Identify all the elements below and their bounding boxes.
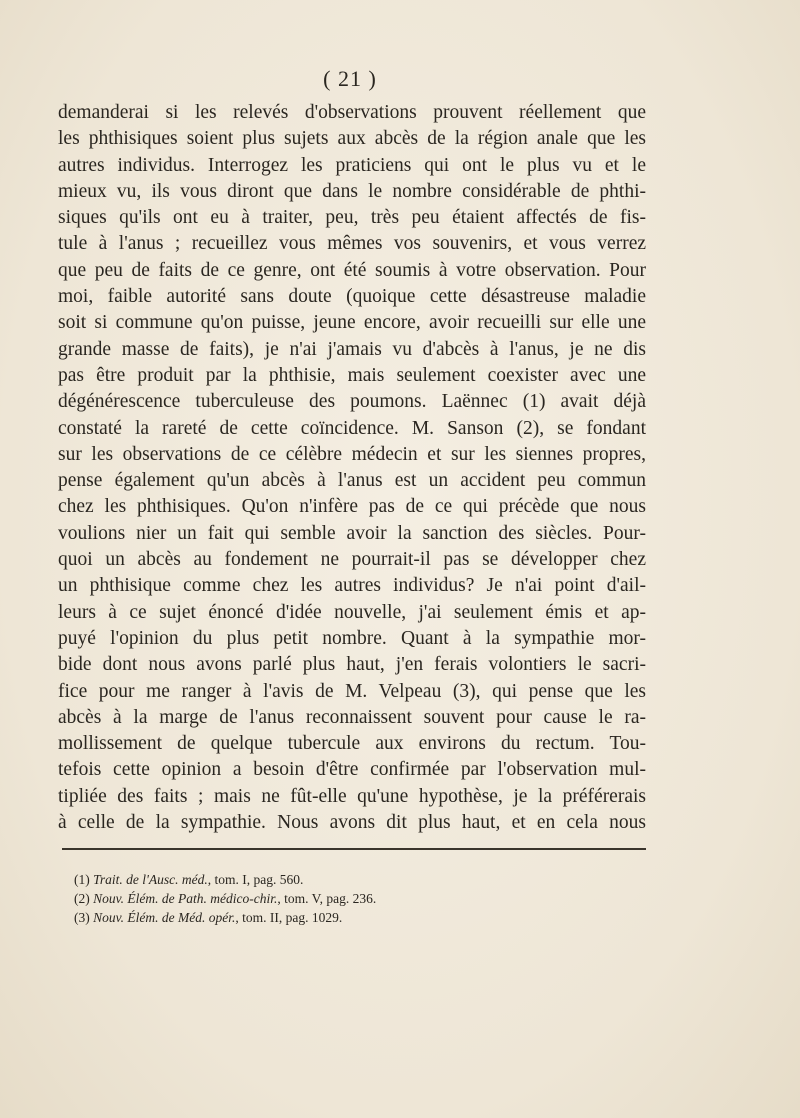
text-line: chez les phthisiques. Qu'on n'infère pas de ce qui précède que nous	[58, 496, 646, 518]
text-line: puyé l'opinion du plus petit nombre. Quant à la sympathie mor-	[58, 627, 646, 649]
text-line: les phthisiques soient plus sujets aux abcès de la région anale que les	[58, 128, 646, 150]
footnote-number: (1)	[74, 872, 90, 887]
text-line: soit si commune qu'on puisse, jeune encore, avoir recueilli sur elle une	[58, 312, 646, 334]
text-line: moi, faible autorité sans doute (quoique cette désastreuse maladie	[58, 286, 646, 308]
text-line: siques qu'ils ont eu à traiter, peu, très peu étaient affectés de fis-	[58, 207, 646, 229]
text-line: tefois cette opinion a besoin d'être confirmée par l'observation mul-	[58, 759, 646, 781]
footnote	[74, 870, 634, 889]
text-line: tule à l'anus ; recueillez vous mêmes vos souvenirs, et vous verrez	[58, 233, 646, 255]
footnotes	[74, 870, 634, 927]
footnote-number: (3)	[74, 910, 90, 925]
text-line: sur les observations de ce célèbre médecin et sur les siennes propres,	[58, 443, 646, 465]
footnote	[74, 889, 634, 908]
footnote-reference: , tom. II, pag. 1029.	[235, 910, 343, 925]
text-line: fice pour me ranger à l'avis de M. Velpeau (3), qui pense que les	[58, 680, 646, 702]
footnote-reference: , tom. V, pag. 236.	[277, 891, 377, 906]
text-line: dégénérescence tuberculeuse des poumons. Laënnec (1) avait déjà	[58, 391, 646, 413]
footnote-title: Trait. de l'Ausc. méd.	[93, 872, 208, 887]
text-line: pas être produit par la phthisie, mais seulement coexister avec une	[58, 364, 646, 386]
footnote-divider	[62, 848, 646, 850]
text-line: abcès à la marge de l'anus reconnaissent souvent pour cause le ra-	[58, 706, 646, 728]
text-line: quoi un abcès au fondement ne pourrait-il pas se développer chez	[58, 549, 646, 571]
text-line: mieux vu, ils vous diront que dans le nombre considérable de phthi-	[58, 180, 646, 202]
text-line: que peu de faits de ce genre, ont été soumis à votre observation. Pour	[58, 259, 646, 281]
footnote	[74, 908, 634, 927]
text-line: voulions nier un fait qui semble avoir la sanction des siècles. Pour-	[58, 522, 646, 544]
text-line: bide dont nous avons parlé plus haut, j'en ferais volontiers le sacri-	[58, 654, 646, 676]
page-number: ( 21 )	[323, 66, 377, 91]
text-line: constaté la rareté de cette coïncidence. M. Sanson (2), se fondant	[58, 417, 646, 439]
footnote-number: (2)	[74, 891, 90, 906]
text-line: autres individus. Interrogez les praticiens qui ont le plus vu et le	[58, 154, 646, 176]
text-line: à celle de la sympathie. Nous avons dit plus haut, et en cela nous	[58, 812, 646, 834]
body-text	[58, 100, 646, 836]
footnote-title: Nouv. Élém. de Méd. opér.	[93, 910, 236, 925]
footnote-title: Nouv. Élém. de Path. médico-chir.	[93, 891, 278, 906]
text-line: grande masse de faits), je n'ai j'amais vu d'abcès à l'anus, je ne dis	[58, 338, 646, 360]
footnote-reference: , tom. I, pag. 560.	[207, 872, 304, 887]
text-line: demanderai si les relevés d'observations prouvent réellement que	[58, 102, 646, 123]
text-line: tipliée des faits ; mais ne fût-elle qu'une hypothèse, je la préférerais	[58, 785, 646, 807]
text-line: mollissement de quelque tubercule aux environs du rectum. Tou-	[58, 733, 646, 755]
text-line: pense également qu'un abcès à l'anus est un accident peu commun	[58, 470, 646, 492]
text-line: un phthisique comme chez les autres individus? Je n'ai point d'ail-	[58, 575, 646, 597]
text-line: leurs à ce sujet énoncé d'idée nouvelle, j'ai seulement émis et ap-	[58, 601, 646, 623]
